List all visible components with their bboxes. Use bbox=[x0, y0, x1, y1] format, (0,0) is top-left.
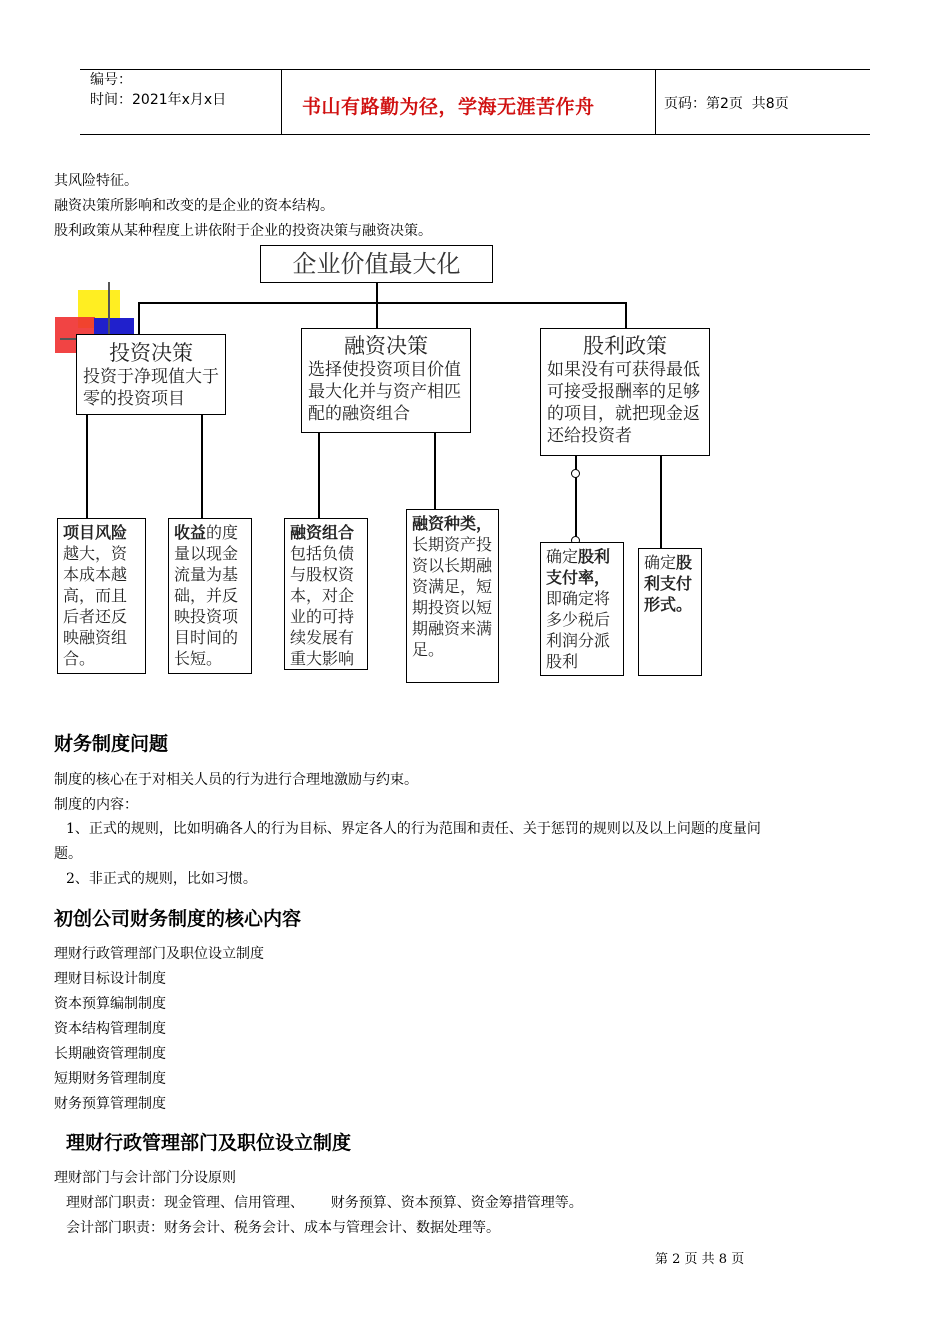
list-item: 资本预算编制制度 bbox=[54, 996, 166, 1012]
list-item: 理财行政管理部门及职位设立制度 bbox=[54, 946, 264, 962]
leaf-text: 的度量以现金流量为基础，并反映投资项目时间的长短。 bbox=[174, 523, 239, 668]
connector bbox=[138, 302, 140, 334]
box-title: 融资决策 bbox=[344, 334, 428, 358]
header-divider bbox=[655, 70, 656, 134]
header-divider bbox=[281, 70, 282, 134]
box-title: 投资决策 bbox=[109, 341, 193, 365]
list-item: 长期融资管理制度 bbox=[54, 1046, 166, 1062]
leaf-bold: 融资种类， bbox=[412, 514, 493, 533]
connector bbox=[86, 415, 88, 519]
box-dividend-policy bbox=[540, 328, 710, 456]
leaf-bold: 股利支付形 bbox=[644, 553, 693, 614]
leaf-pre: 确定 bbox=[644, 553, 677, 572]
header-motto: 书山有路勤为径，学海无涯苦作舟 bbox=[302, 96, 595, 118]
header-top-rule bbox=[80, 69, 870, 70]
body-line: 2、非正式的规则，比如习惯。 bbox=[66, 871, 257, 887]
header-page: 页码：第2页 共8页 bbox=[664, 96, 789, 112]
leaf-pre: 确定 bbox=[546, 547, 579, 566]
box-financing-decision bbox=[301, 328, 471, 433]
leaf-text: 包括负债与股权资本，对企业的可持续发展有重大影响 bbox=[290, 544, 355, 668]
leaf-text: 长期资产投资以长期融资满足，短期投资以短期融资来满足。 bbox=[412, 535, 493, 659]
connector bbox=[625, 302, 627, 328]
body-line: 1、正式的规则，比如明确各人的行为目标、界定各人的行为范围和责任、关于惩罚的规则以及以上问题的度量问 bbox=[66, 821, 761, 837]
box-title: 企业价值最大化 bbox=[292, 250, 461, 278]
section-heading: 财务制度问题 bbox=[54, 733, 169, 755]
leaf-payout-ratio bbox=[540, 542, 624, 676]
body-line: 会计部门职责：财务会计、税务会计、成本与管理会计、数据处理等。 bbox=[66, 1220, 500, 1236]
connector bbox=[376, 302, 378, 328]
box-text: 如果没有可获得最低可接受报酬率的足够的项目，就把现金返还给投资者 bbox=[547, 360, 700, 446]
connector bbox=[201, 415, 203, 519]
intro-line: 股利政策从某种程度上讲依附于企业的投资决策与融资决策。 bbox=[54, 223, 432, 239]
leaf-return bbox=[168, 518, 252, 674]
list-item: 资本结构管理制度 bbox=[54, 1021, 166, 1037]
leaf-bold: 项目风险 bbox=[63, 523, 128, 542]
leaf-bold: 收益 bbox=[174, 523, 207, 542]
leaf-financing-type bbox=[406, 509, 499, 683]
connector bbox=[138, 302, 626, 304]
connector bbox=[660, 456, 662, 548]
box-text: 投资于净现值大于零的投资项目 bbox=[83, 367, 219, 409]
connector bbox=[376, 282, 378, 302]
box-investment-decision bbox=[76, 334, 226, 415]
header-bottom-rule bbox=[80, 134, 870, 135]
leaf-text: 即确定将多少税后利润分派股利 bbox=[546, 589, 611, 671]
section-heading: 初创公司财务制度的核心内容 bbox=[54, 908, 302, 930]
leaf-bold: 融资组合 bbox=[290, 523, 355, 542]
list-item: 财务预算管理制度 bbox=[54, 1096, 166, 1112]
body-line: 理财部门职责：现金管理、信用管理、 财务预算、资本预算、资金筹措管理等。 bbox=[66, 1195, 583, 1211]
box-text: 选择使投资项目价值最大化并与资产相匹配的融资组合 bbox=[308, 360, 461, 424]
connector bbox=[434, 433, 436, 509]
list-item: 短期财务管理制度 bbox=[54, 1071, 166, 1087]
header-number: 编号： bbox=[90, 72, 132, 88]
leaf-bold: 股利支付率， bbox=[546, 547, 611, 587]
connector-dot bbox=[571, 469, 580, 478]
page-footer: 第 2 页 共 8 页 bbox=[655, 1252, 745, 1267]
body-line: 制度的核心在于对相关人员的行为进行合理地激励与约束。 bbox=[54, 772, 418, 788]
leaf-financing-mix bbox=[284, 518, 368, 670]
body-line: 题。 bbox=[54, 846, 82, 862]
body-line: 理财部门与会计部门分设原则 bbox=[54, 1170, 236, 1186]
leaf-text: 越大，资本成本越高，而且后者还反映融资组合。 bbox=[63, 544, 128, 668]
leaf-post: 式。 bbox=[660, 595, 693, 614]
header-time: 时间：2021年x月x日 bbox=[90, 92, 227, 108]
section-heading: 理财行政管理部门及职位设立制度 bbox=[66, 1132, 352, 1154]
intro-line: 融资决策所影响和改变的是企业的资本结构。 bbox=[54, 198, 334, 214]
leaf-project-risk bbox=[57, 518, 146, 674]
intro-line: 其风险特征。 bbox=[54, 173, 138, 189]
box-title: 股利政策 bbox=[583, 334, 667, 358]
connector bbox=[318, 433, 320, 518]
list-item: 理财目标设计制度 bbox=[54, 971, 166, 987]
body-line: 制度的内容： bbox=[54, 797, 138, 813]
box-enterprise-value bbox=[260, 245, 493, 283]
leaf-payout-form bbox=[638, 548, 702, 676]
